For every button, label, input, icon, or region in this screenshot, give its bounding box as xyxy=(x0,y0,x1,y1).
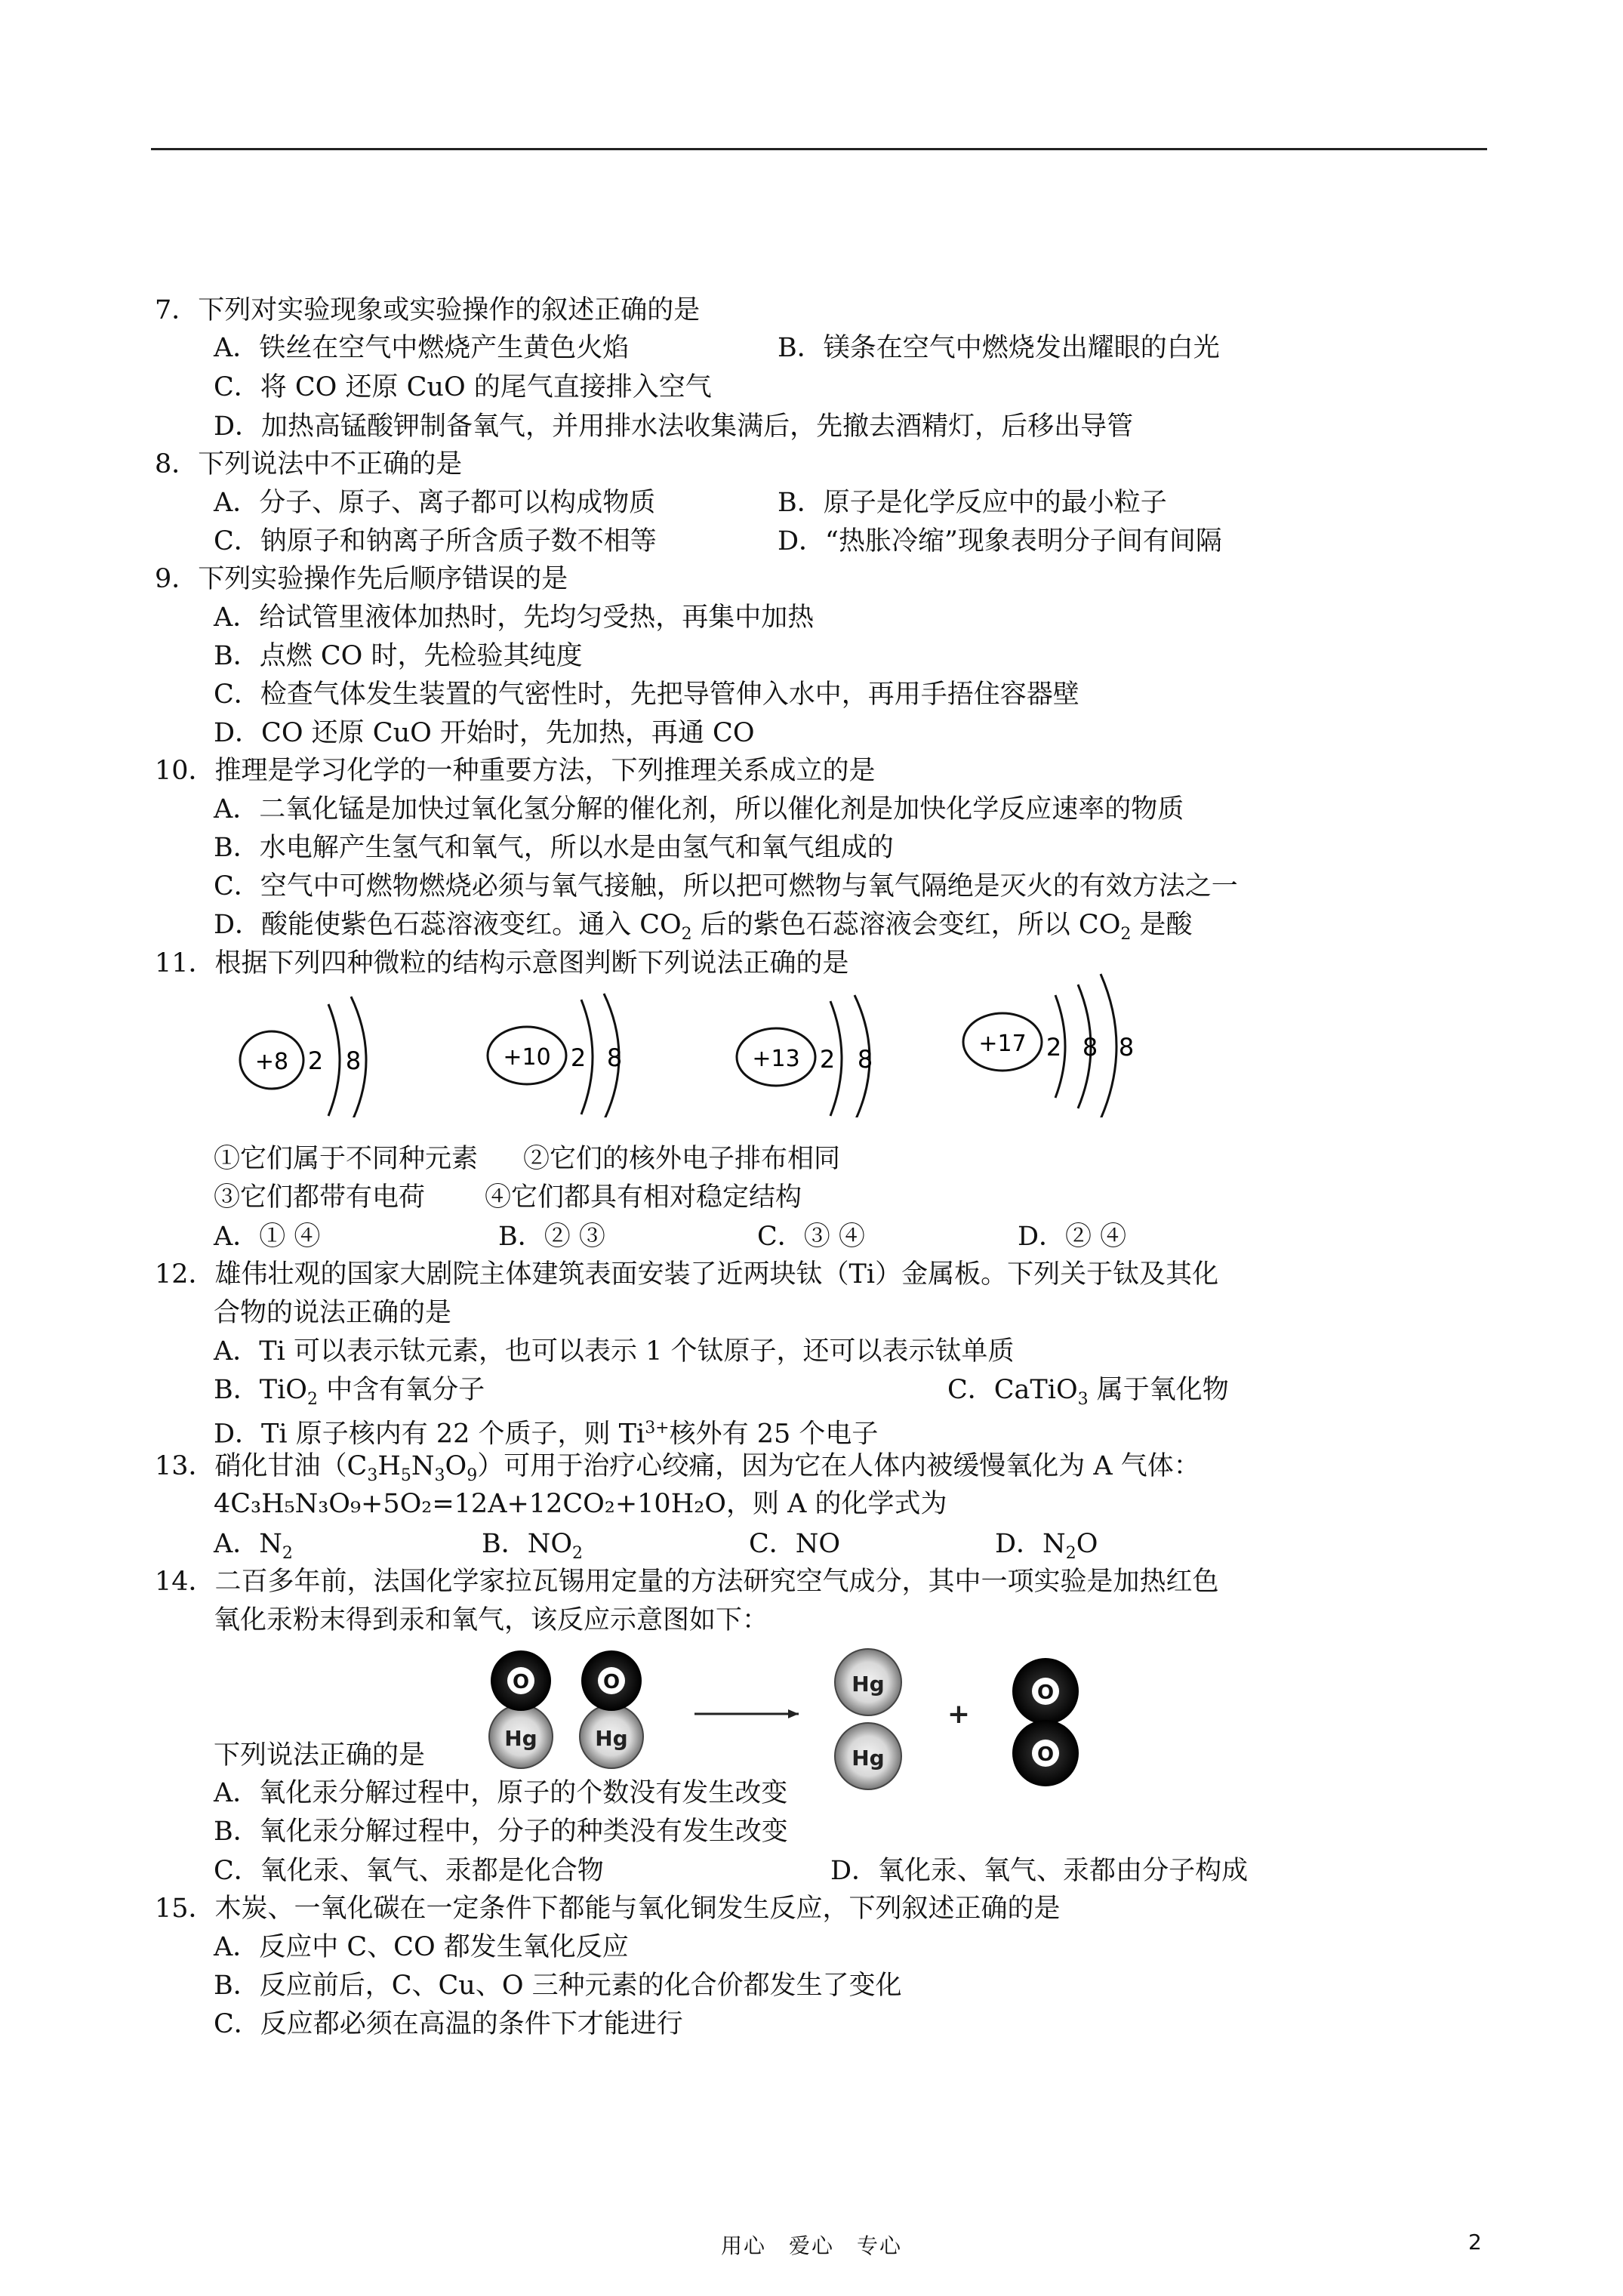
svg-text:Hg: Hg xyxy=(852,1746,885,1771)
q14-stem-line-1: 14．二百多年前，法国化学家拉瓦锡用定量的方法研究空气成分，其中一项实验是加热红色 xyxy=(155,1567,1219,1597)
q9-option-c: C．检查气体发生装置的气密性时，先把导管伸入水中，再用手捂住容器壁 xyxy=(214,680,1079,710)
svg-text:O: O xyxy=(602,1671,621,1693)
q10-stem: 10．推理是学习化学的一种重要方法，下列推理关系成立的是 xyxy=(155,756,876,786)
reaction-arrow xyxy=(694,1709,799,1718)
q10-option-a: A．二氧化锰是加快过氧化氢分解的催化剂，所以催化剂是加快化学反应速率的物质 xyxy=(214,794,1184,824)
q7-option-b: B．镁条在空气中燃烧发出耀眼的白光 xyxy=(778,333,1220,363)
o2-molecule xyxy=(1012,1658,1079,1786)
particle-4-nucleus: +17 xyxy=(978,1031,1027,1057)
q8-option-d: D．“热胀冷缩”现象表明分子间有间隔 xyxy=(778,526,1222,556)
particle-4-shell-2: 8 xyxy=(1082,1033,1098,1062)
particle-2-nucleus: +10 xyxy=(503,1044,551,1071)
q8-option-c: C．钠原子和钠离子所含质子数不相等 xyxy=(214,526,657,556)
q14-option-b: B．氧化汞分解过程中，分子的种类没有发生改变 xyxy=(214,1817,788,1847)
svg-text:Hg: Hg xyxy=(504,1726,537,1751)
svg-text:Hg: Hg xyxy=(852,1672,885,1697)
svg-text:O: O xyxy=(512,1671,530,1693)
q9-option-d: D．CO 还原 CuO 开始时，先加热，再通 CO xyxy=(214,718,755,748)
particle-diagram-3 xyxy=(737,995,873,1117)
q11-statement-2: ②它们的核外电子排布相同 xyxy=(523,1144,841,1174)
particle-3-nucleus: +13 xyxy=(752,1046,800,1072)
particle-3-shell-1: 2 xyxy=(819,1045,836,1074)
q7-option-c: C．将 CO 还原 CuO 的尾气直接排入空气 xyxy=(214,372,712,402)
q9-stem: 9．下列实验操作先后顺序错误的是 xyxy=(155,564,568,594)
q13-option-d: D．$N_2O$ xyxy=(995,1529,1098,1563)
q11-stem: 11．根据下列四种微粒的结构示意图判断下列说法正确的是 xyxy=(155,948,849,978)
particle-diagram-1 xyxy=(240,997,366,1117)
particle-3-shell-2: 8 xyxy=(857,1045,873,1074)
q10-option-b: B．水电解产生氢气和氧气，所以水是由氢气和氧气组成的 xyxy=(214,833,894,863)
svg-text:Hg: Hg xyxy=(595,1726,628,1751)
q8-option-a: A．分子、原子、离子都可以构成物质 xyxy=(214,488,656,518)
q13-option-c: C．NO xyxy=(749,1529,841,1559)
hgo-molecule-1 xyxy=(489,1650,553,1768)
particle-1-shell-1: 2 xyxy=(307,1046,324,1075)
q7-stem: 7．下列对实验现象或实验操作的叙述正确的是 xyxy=(155,295,701,325)
q7-option-a: A．铁丝在空气中燃烧产生黄色火焰 xyxy=(214,333,630,363)
plus-sign: + xyxy=(947,1699,971,1730)
q12-stem-line-1: 12．雄伟壮观的国家大剧院主体建筑表面安装了近两块钛（Ti）金属板。下列关于钛及其化 xyxy=(155,1259,1219,1290)
q11-option-d: D．② ④ xyxy=(1018,1222,1127,1252)
particle-4-shell-1: 2 xyxy=(1046,1033,1062,1062)
particle-2-shell-2: 8 xyxy=(606,1043,623,1072)
q15-stem: 15．木炭、一氧化碳在一定条件下都能与氧化铜发生反应，下列叙述正确的是 xyxy=(155,1894,1061,1924)
q14-option-d: D．氧化汞、氧气、汞都由分子构成 xyxy=(830,1856,1249,1886)
q11-statement-1: ①它们属于不同种元素 xyxy=(214,1144,479,1174)
q13-option-a: A．$N_2$ xyxy=(214,1529,293,1563)
q11-option-b: B．② ③ xyxy=(498,1222,605,1252)
q11-option-c: C．③ ④ xyxy=(757,1222,865,1252)
q8-option-b: B．原子是化学反应中的最小粒子 xyxy=(778,488,1167,518)
q12-option-a: A．Ti 可以表示钛元素，也可以表示 1 个钛原子，还可以表示钛单质 xyxy=(214,1336,1015,1367)
hgo-molecule-2 xyxy=(580,1650,643,1768)
particle-4-shell-3: 8 xyxy=(1118,1033,1135,1062)
q7-option-d: D．加热高锰酸钾制备氧气，并用排水法收集满后，先撤去酒精灯，后移出导管 xyxy=(214,411,1134,442)
svg-text:O: O xyxy=(1036,1743,1055,1766)
header-rule xyxy=(151,148,1487,150)
q9-option-b: B．点燃 CO 时，先检验其纯度 xyxy=(214,641,583,671)
q14-option-c: C．氧化汞、氧气、汞都是化合物 xyxy=(214,1856,604,1886)
q9-option-a: A．给试管里液体加热时，先均匀受热，再集中加热 xyxy=(214,603,815,633)
q14-stem-line-2: 氧化汞粉末得到汞和氧气，该反应示意图如下： xyxy=(214,1605,769,1635)
q11-option-a: A．① ④ xyxy=(214,1222,321,1252)
q12-option-d: D．Ti 原子核内有 22 个质子，则 $Ti^{3+}$核外有 25 个电子 xyxy=(214,1419,879,1450)
q13-equation: 4C₃H₅N₃O₉+5O₂=12A+12CO₂+10H₂O，则 A 的化学式为 xyxy=(214,1489,947,1519)
q11-statement-3: ③它们都带有电荷 xyxy=(214,1182,426,1213)
svg-text:O: O xyxy=(1036,1681,1055,1704)
q15-option-a: A．反应中 C、CO 都发生氧化反应 xyxy=(214,1932,629,1962)
q12-option-b: B．TiO$_2$ 中含有氧分子 xyxy=(214,1375,485,1409)
q13-stem-line-1: 13．硝化甘油$(C_3H_5N_3O_9)$可用于治疗心绞痛，因为它在人体内被缓慢氧化为 A 气体： xyxy=(155,1451,1200,1485)
atomic-structure-diagrams xyxy=(226,966,1170,1117)
q8-stem: 8．下列说法中不正确的是 xyxy=(155,449,463,479)
particle-diagram-4 xyxy=(963,974,1134,1117)
q10-option-d: D．酸能使紫色石蕊溶液变红。通入 $CO_2$ 后的紫色石蕊溶液会变红，所以 $CO_2$ 是酸 xyxy=(214,910,1193,944)
q14-option-a: A．氧化汞分解过程中，原子的个数没有发生改变 xyxy=(214,1778,788,1808)
hg-atoms-product xyxy=(835,1649,901,1789)
particle-1-nucleus: +8 xyxy=(254,1049,289,1075)
q12-stem-line-2: 合物的说法正确的是 xyxy=(214,1298,452,1328)
page-footer: 用心 爱心 专心 xyxy=(720,2233,902,2258)
particle-1-shell-2: 8 xyxy=(345,1046,362,1075)
page-number: 2 xyxy=(1468,2230,1482,2254)
q15-option-c: C．反应都必须在高温的条件下才能进行 xyxy=(214,2009,683,2039)
q12-option-c: C．CaTiO$_3$ 属于氧化物 xyxy=(947,1375,1229,1409)
mercury-oxide-reaction-diagram xyxy=(476,1638,1102,1797)
q11-statement-4: ④它们都具有相对稳定结构 xyxy=(485,1182,802,1213)
q14-lead: 下列说法正确的是 xyxy=(214,1740,426,1771)
particle-2-shell-1: 2 xyxy=(570,1043,587,1072)
q13-option-b: B．$NO_2$ xyxy=(482,1529,584,1563)
q15-option-b: B．反应前后，C、Cu、O 三种元素的化合价都发生了变化 xyxy=(214,1971,902,2001)
q10-option-c: C．空气中可燃物燃烧必须与氧气接触，所以把可燃物与氧气隔绝是灭火的有效方法之一 xyxy=(214,871,1238,901)
particle-diagram-2 xyxy=(488,994,622,1117)
